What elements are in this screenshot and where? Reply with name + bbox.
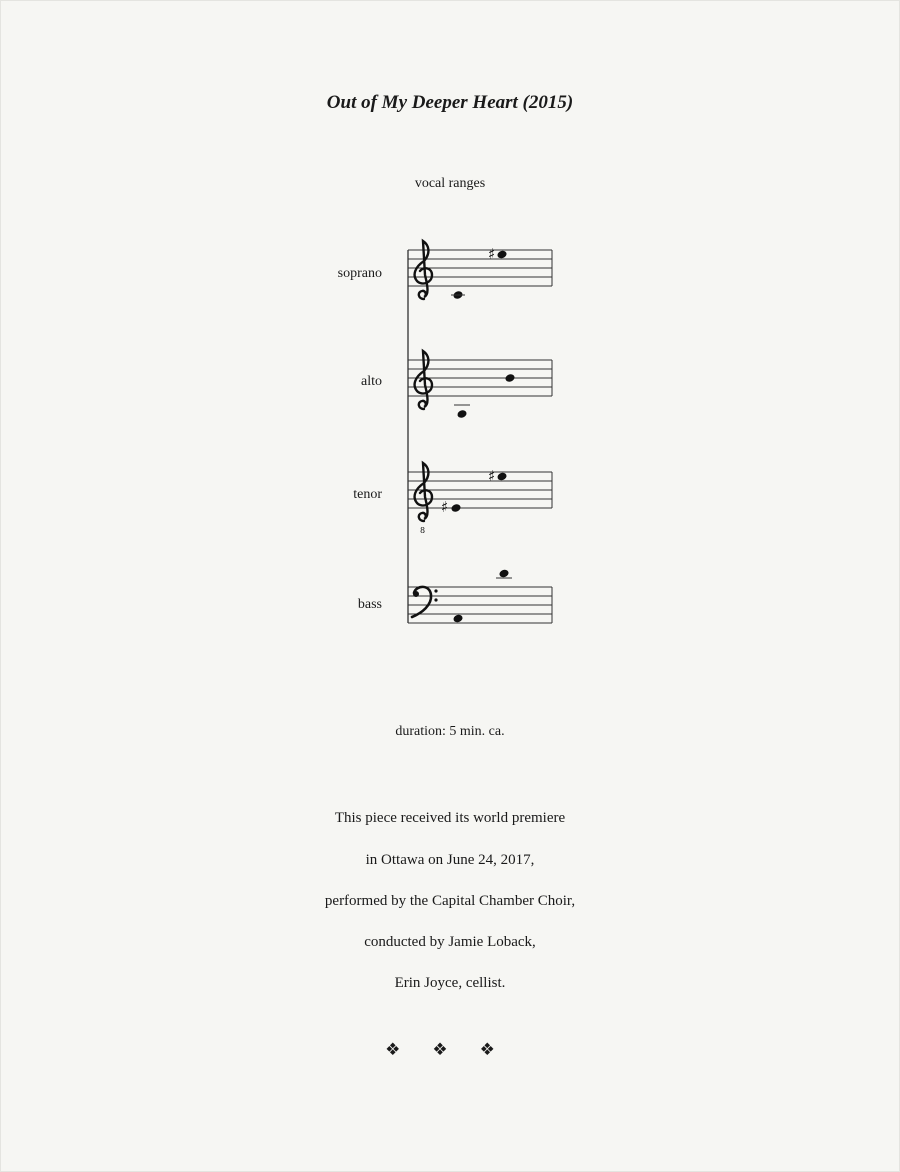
vocal-range-staves	[400, 235, 570, 635]
premiere-line: in Ottawa on June 24, 2017,	[365, 852, 535, 868]
sharp-icon: ♯	[488, 245, 496, 263]
voice-label-bass: bass	[357, 597, 382, 612]
premiere-line: Erin Joyce, cellist.	[394, 975, 506, 991]
soprano-high-note	[496, 250, 507, 260]
alto-high-note	[504, 373, 515, 383]
staff-bass	[408, 569, 552, 624]
svg-text:8: 8	[420, 526, 426, 535]
sharp-icon: ♯	[441, 498, 449, 516]
ornament-divider	[0, 1040, 900, 1060]
alto-low-note	[456, 409, 467, 419]
staff-soprano	[408, 241, 552, 300]
tenor-high-note	[496, 472, 507, 482]
diamond-ornament-icon: ❖	[432, 1040, 468, 1059]
sharp-icon: ♯	[488, 467, 496, 485]
bass-high-note	[498, 569, 509, 579]
page-title: Out of My Deeper Heart (2015)	[326, 92, 574, 113]
vocal-ranges-heading: vocal ranges	[414, 176, 486, 191]
bass-clef-icon	[412, 587, 438, 617]
diamond-ornament-icon: ❖	[479, 1040, 515, 1059]
diamond-ornament-icon: ❖	[385, 1040, 421, 1059]
voice-label-tenor: tenor	[353, 487, 382, 502]
voice-label-alto: alto	[361, 374, 382, 389]
duration-text: duration: 5 min. ca.	[395, 724, 505, 739]
premiere-line: This piece received its world premiere	[334, 810, 566, 826]
tenor-low-note	[450, 503, 461, 513]
premiere-line: conducted by Jamie Loback,	[364, 934, 536, 950]
premiere-line: performed by the Capital Chamber Choir,	[324, 893, 576, 909]
bass-low-note	[452, 614, 463, 624]
staff-alto	[408, 351, 552, 419]
staff-tenor	[408, 463, 552, 535]
voice-label-soprano: soprano	[337, 266, 382, 281]
